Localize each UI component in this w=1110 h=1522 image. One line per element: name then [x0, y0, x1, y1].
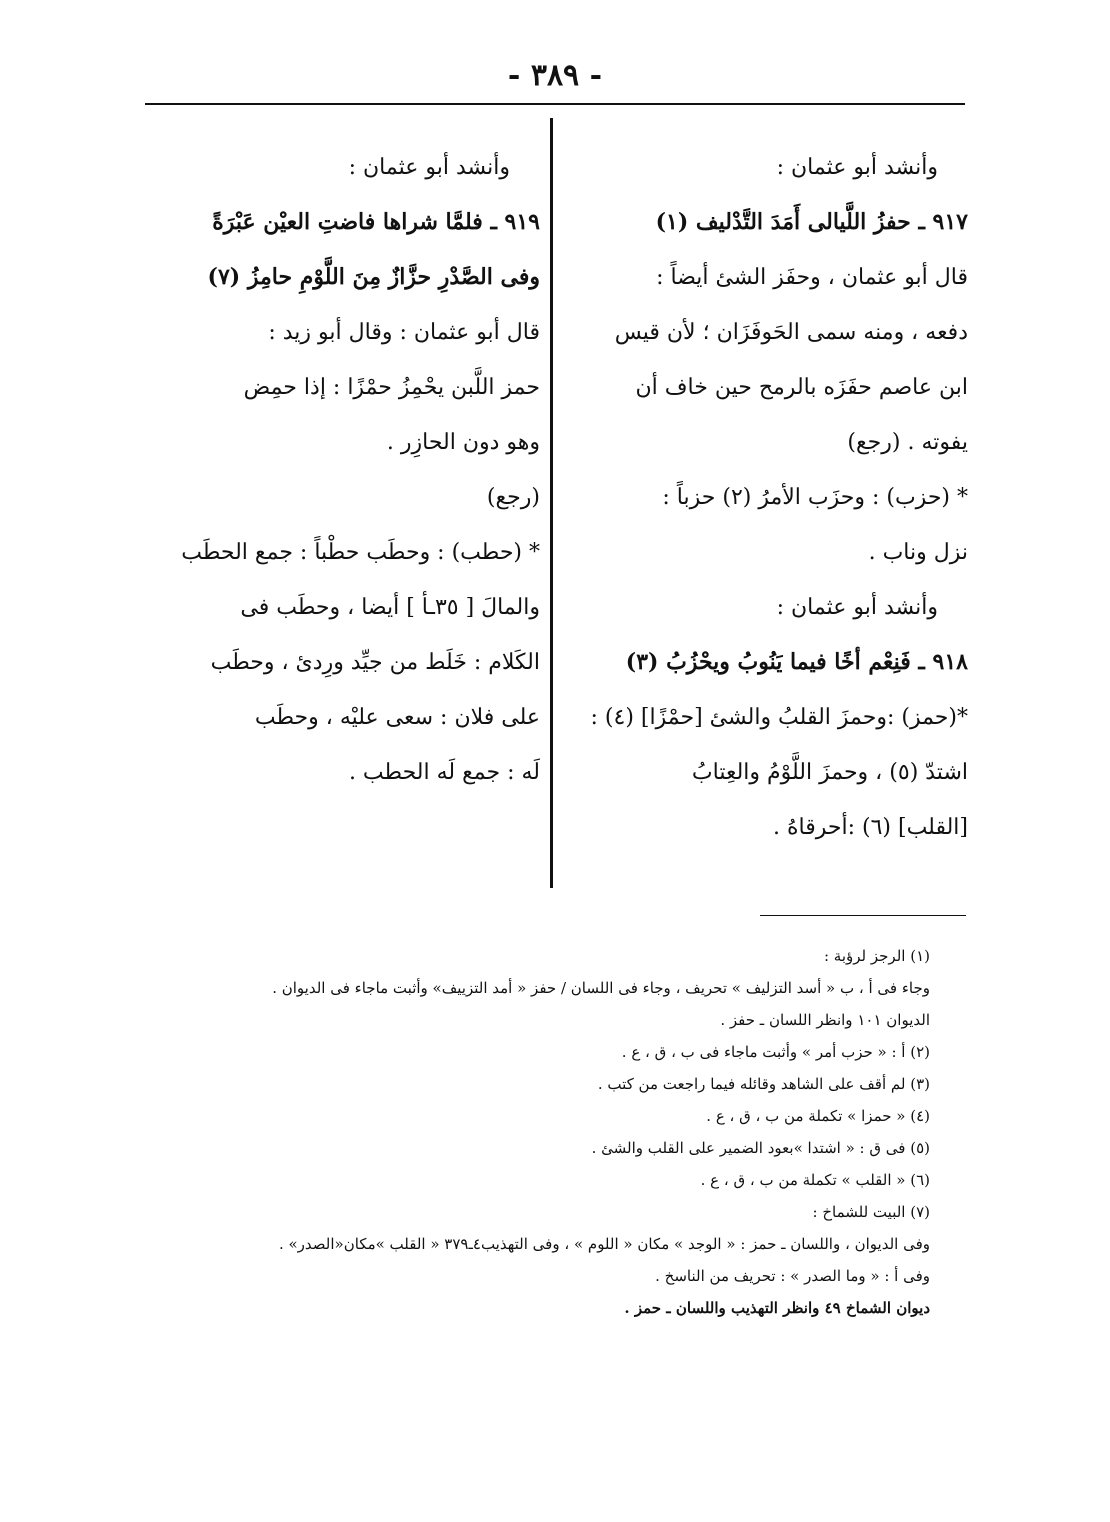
right-line-5: ابن عاصم حفَزَه بالرمح حين خاف أن	[635, 375, 968, 400]
footnote-4: (٤) « حمزا » تكملة من ب ، ق ، ع .	[706, 1107, 930, 1125]
right-line-1: وأنشد أبو عثمان :	[776, 155, 938, 180]
footnote-2: (٢) أ : « حزب أمر » وأثبت ماجاء فى ب ، ق ، ع .	[621, 1043, 930, 1061]
footnote-1-reference: الديوان ١٠١ وانظر اللسان ـ حفز .	[720, 1011, 930, 1029]
footnote-5: (٥) فى ق : « اشتدا »بعود الضمير على القلب والشئ .	[591, 1139, 930, 1157]
right-line-7: * (حزب) : وحزَب الأمرُ (٢) حزباً :	[662, 485, 968, 510]
right-line-10: ٩١٨ ـ فَنِعْم أخًا فيما يَنُوبُ ويحْزُبُ (٣)	[625, 649, 968, 675]
footnote-7: (٧) البيت للشماخ :	[812, 1203, 930, 1221]
footnote-rule	[760, 915, 966, 916]
left-line-4: قال أبو عثمان : وقال أبو زيد :	[268, 320, 540, 345]
right-line-13: [القلب] (٦) :أحرقاهُ .	[773, 815, 968, 840]
left-line-8: * (حطب) : وحطَب حطْباً : جمع الحطَب	[181, 540, 540, 565]
left-line-9: والمالَ [ ٣٥ـأ ] أيضا ، وحطَب فى	[240, 595, 540, 620]
footnotes	[130, 940, 930, 1324]
right-column	[568, 140, 968, 855]
left-line-3: وفى الصَّدْرِ حزَّازٌ مِنَ اللَّوْمِ حامِزُ (٧)	[207, 264, 540, 290]
left-line-5: حمز اللَّبن يحْمِزُ حمْزًا : إذا حمِض	[243, 375, 540, 400]
left-line-1: وأنشد أبو عثمان :	[348, 155, 510, 180]
right-line-8: نزل وناب .	[868, 540, 968, 565]
footnote-7-reference: ديوان الشماخ ٤٩ وانظر التهذيب واللسان ـ حمز .	[624, 1299, 930, 1317]
header-rule	[145, 103, 965, 105]
footnote-6: (٦) « القلب » تكملة من ب ، ق ، ع .	[700, 1171, 930, 1189]
left-line-12: لَه : جمع لَه الحطب .	[348, 760, 540, 785]
right-line-11: *(حمز) :وحمزَ القلبُ والشئ [حمْزًا] (٤) :	[590, 705, 968, 730]
right-line-6: يفوته . (رجع)	[847, 430, 968, 455]
left-line-2: ٩١٩ ـ فلمَّا شراها فاضتِ العيْن عَبْرَةً	[212, 209, 540, 235]
footnote-7-variants: وفى الديوان ، واللسان ـ حمز : « الوجد » مكان « اللوم » ، وفى التهذيب٤ـ٣٧٩ « القلب »مكان«الصدر» .	[278, 1235, 930, 1253]
right-line-2: ٩١٧ ـ حفزُ اللَّيالى أَمَدَ التَّدْليف (١)	[655, 209, 968, 235]
column-divider	[550, 118, 553, 888]
page-number: - ٣٨٩ -	[507, 58, 603, 93]
right-line-4: دفعه ، ومنه سمى الحَوفَزَان ؛ لأن قيس	[614, 320, 968, 345]
right-line-12: اشتدّ (٥) ، وحمزَ اللَّوْمُ والعِتابُ	[691, 760, 968, 785]
footnote-3: (٣) لم أقف على الشاهد وقائله فيما راجعت من كتب .	[597, 1075, 930, 1093]
left-line-6: وهو دون الحازِر .	[386, 430, 540, 455]
right-line-9: وأنشد أبو عثمان :	[776, 595, 938, 620]
left-line-11: على فلان : سعى عليْه ، وحطَب	[254, 705, 540, 730]
left-line-7: (رجع)	[486, 485, 540, 510]
left-column	[150, 140, 540, 800]
footnote-1-source: وجاء فى أ ، ب « أسد التزليف » تحريف ، وجاء فى اللسان / حفز « أمد التزييف» وأثبت ماجاء فى الديوان .	[272, 979, 930, 997]
right-line-3: قال أبو عثمان ، وحفَز الشئ أيضاً :	[656, 265, 968, 290]
footnote-1: (١) الرجز لرؤبة :	[823, 947, 930, 965]
left-line-10: الكَلام : خَلَط من جيِّد ورِدئ ، وحطَب	[210, 650, 540, 675]
footnote-7-copyist: وفى أ : « وما الصدر » : تحريف من الناسخ .	[655, 1267, 930, 1285]
